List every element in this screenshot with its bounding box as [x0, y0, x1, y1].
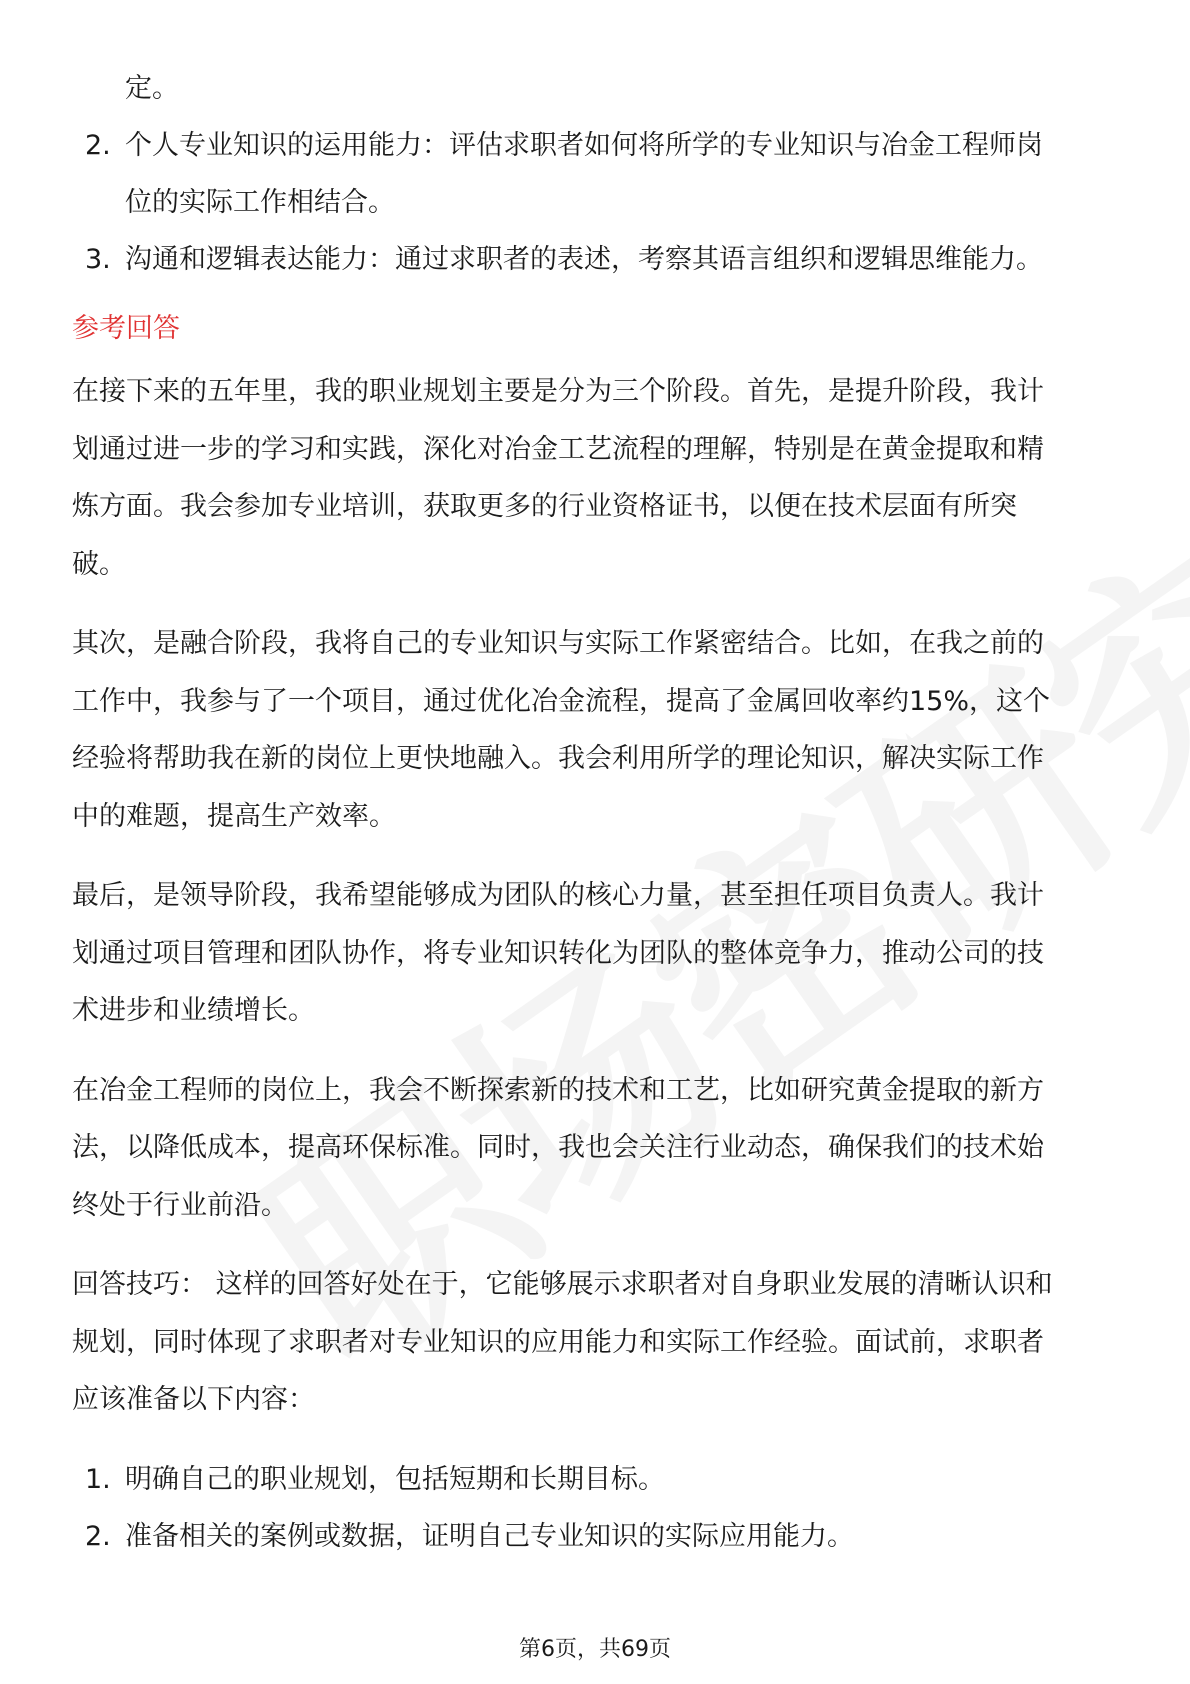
list-item-number: 1.: [85, 1463, 111, 1495]
list-item-number: 3.: [85, 244, 111, 275]
list-item-line: 个人专业知识的运用能力：评估求职者如何将所学的专业知识与冶金工程师岗: [125, 130, 1043, 161]
paragraph-line: 最后，是领导阶段，我希望能够成为团队的核心力量，甚至担任项目负责人。我计: [72, 880, 1044, 911]
list-item-text: 明确自己的职业规划，包括短期和长期目标。: [125, 1463, 665, 1495]
list-item-text: 定。: [125, 73, 179, 104]
document-body: [72, 60, 1122, 1565]
list-item-number: 2.: [85, 1520, 111, 1552]
paragraph-line: 工作中，我参与了一个项目，通过优化冶金流程，提高了金属回收率约15%，这个: [72, 685, 1051, 717]
list-item: [72, 117, 1122, 231]
paragraph-line: 术进步和业绩增长。: [72, 995, 315, 1026]
paragraph-line: 经验将帮助我在新的岗位上更快地融入。我会利用所学的理论知识，解决实际工作: [72, 743, 1044, 774]
list-item-continuation: [72, 60, 1122, 117]
paragraph-line: 其次，是融合阶段，我将自己的专业知识与实际工作紧密结合。比如，在我之前的: [72, 628, 1044, 659]
paragraph-line: 炼方面。我会参加专业培训，获取更多的行业资格证书，以便在技术层面有所突: [72, 491, 1017, 522]
criteria-list: [72, 60, 1122, 288]
paragraph: [72, 867, 1122, 1040]
paragraph-line: 破。: [72, 548, 126, 580]
paragraph: [72, 1256, 1122, 1429]
paragraph-line: 应该准备以下内容：: [72, 1384, 315, 1415]
paragraph-line: 在冶金工程师的岗位上，我会不断探索新的技术和工艺，比如研究黄金提取的新方: [72, 1074, 1044, 1106]
paragraph: [72, 615, 1122, 845]
section-heading: 参考回答: [72, 313, 180, 344]
paragraph-line: 划通过项目管理和团队协作，将专业知识转化为团队的整体竞争力，推动公司的技: [72, 937, 1044, 969]
tips-list: [72, 1451, 1122, 1565]
paragraph-line: 划通过进一步的学习和实践，深化对冶金工艺流程的理解，特别是在黄金提取和精: [72, 433, 1044, 465]
paragraph: [72, 363, 1122, 593]
paragraph-line: 终处于行业前沿。: [72, 1189, 288, 1221]
list-item-line: 位的实际工作相结合。: [125, 187, 395, 218]
paragraph-line: 在接下来的五年里，我的职业规划主要是分为三个阶段。首先，是提升阶段，我计: [72, 376, 1044, 407]
paragraph-line: 法，以降低成本，提高环保标准。同时，我也会关注行业动态，确保我们的技术始: [72, 1132, 1044, 1163]
list-item-number: 2.: [85, 130, 111, 161]
list-item-text: 准备相关的案例或数据，证明自己专业知识的实际应用能力。: [125, 1520, 854, 1552]
page-footer: 第6页，共69页: [519, 1637, 671, 1662]
list-item: [72, 1451, 1122, 1508]
list-item-line: 沟通和逻辑表达能力：通过求职者的表述，考察其语言组织和逻辑思维能力。: [125, 244, 1043, 275]
list-item: [72, 1508, 1122, 1565]
paragraph-line: 规划，同时体现了求职者对专业知识的应用能力和实际工作经验。面试前，求职者: [72, 1326, 1044, 1358]
paragraph-line: 回答技巧： 这样的回答好处在于，它能够展示求职者对自身职业发展的清晰认识和: [72, 1269, 1053, 1300]
list-item: [72, 231, 1122, 288]
paragraph: [72, 1062, 1122, 1235]
paragraph-line: 中的难题，提高生产效率。: [72, 800, 396, 832]
